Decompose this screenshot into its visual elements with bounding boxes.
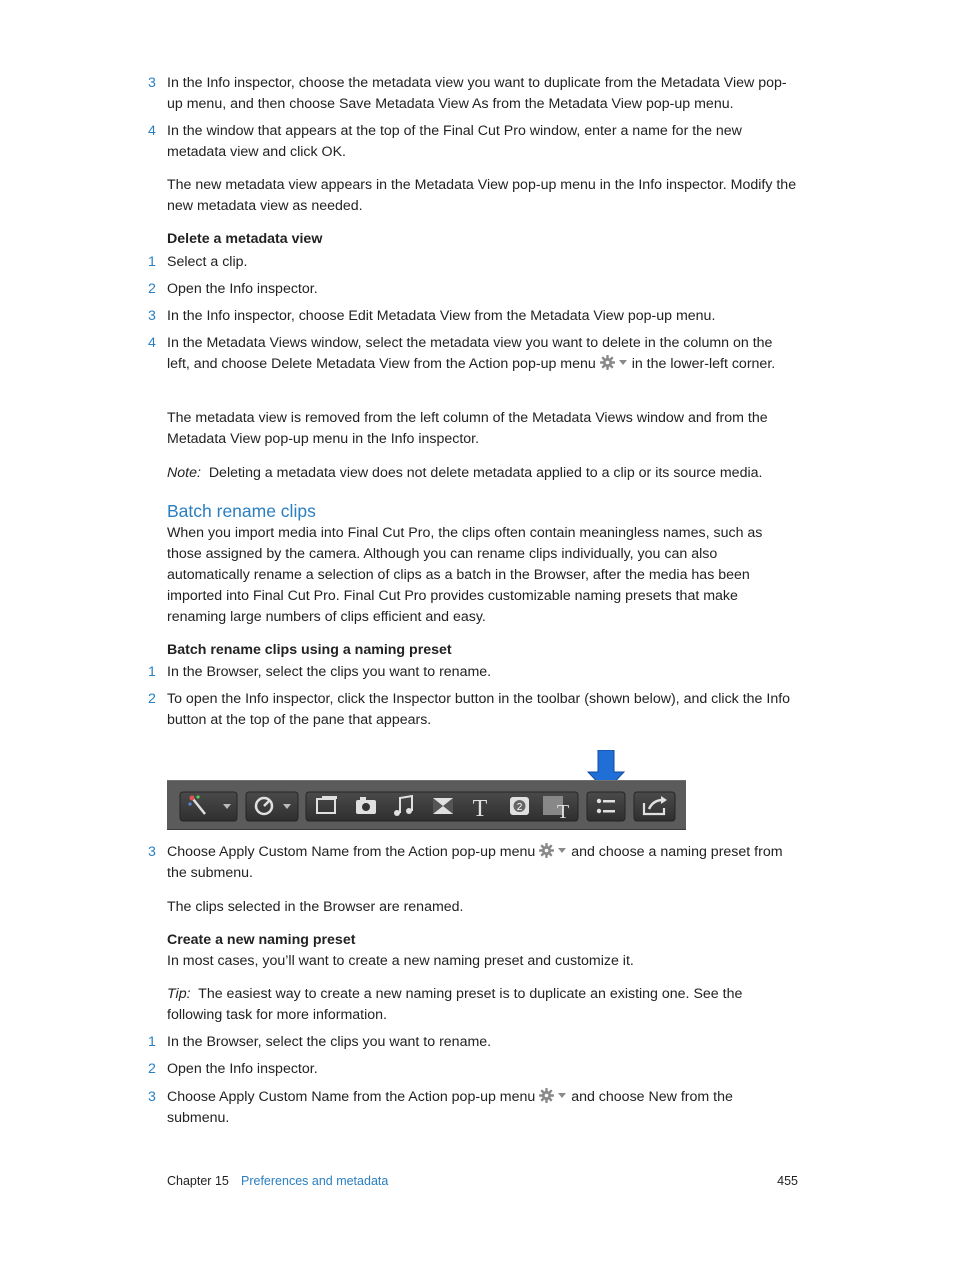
step-number: 3 [148,1089,156,1105]
step-text [167,842,797,884]
step-text [167,1087,742,1129]
result-paragraph: The metadata view is removed from the left column of the Metadata Views window and from the Metadata View pop-up menu in the Info inspector. [167,410,768,447]
step-text: In the Browser, select the clips you want to rename. [167,664,492,680]
step-number: 2 [148,281,156,297]
tip-text: The easiest way to create a new naming preset is to duplicate an existing one. See the following task for more information. [167,986,743,1023]
step-number: 4 [148,335,156,351]
tip-label: Tip: [167,986,191,1002]
svg-text:T: T [472,796,488,822]
step-text-b: and choose New from the submenu. [167,1089,733,1126]
step-number: 3 [148,844,156,860]
step-text-b: and choose a naming preset from the submenu. [167,844,783,881]
step-number: 4 [148,123,156,139]
step-text: Select a clip. [167,254,248,270]
step-text: In the Info inspector, choose Edit Metadata View from the Metadata View pop-up menu. [167,308,716,324]
action-gear-icon [539,1088,567,1103]
note-text: Deleting a metadata view does not delete metadata applied to a clip or its source media. [208,465,763,481]
action-gear-icon [600,355,628,370]
svg-text:T: T [556,801,570,823]
step-number: 3 [148,308,156,324]
step-number: 3 [148,75,156,91]
page-number: 455 [777,1174,798,1188]
note [167,463,797,484]
transitions-icon[interactable] [433,798,453,814]
step-number: 1 [148,254,156,270]
result-paragraph: The new metadata view appears in the Metadata View pop-up menu in the Info inspector. Modify the new metadata view as needed. [167,177,797,214]
generators-icon[interactable] [510,797,529,815]
tip [167,984,797,1026]
action-gear-icon [539,843,567,858]
step-text-a: Choose Apply Custom Name from the Action pop-up menu [167,1089,536,1105]
step-text-b: in the lower-left corner. [631,356,776,372]
step-text [167,333,797,375]
step-number: 2 [148,1061,156,1077]
enhancements-icon[interactable] [180,792,237,821]
task-title: Delete a metadata view [167,231,323,247]
intro-paragraph: In most cases, you’ll want to create a new naming preset and customize it. [167,953,634,969]
step-text: In the Browser, select the clips you want to rename. [167,1034,492,1050]
step-text: Open the Info inspector. [167,281,318,297]
step-text-a: In the Metadata Views window, select the metadata view you want to delete in the column on the left, and choose Delete Metadata View from the Action pop-up menu [167,335,773,372]
task-title: Batch rename clips using a naming preset [167,642,452,658]
step-text: To open the Info inspector, click the Inspector button in the toolbar (shown below), and click the Info button at the top of the pane that appears. [167,691,791,728]
result-paragraph: The clips selected in the Browser are renamed. [167,899,464,915]
titles-icon[interactable] [473,796,488,822]
step-number: 1 [148,664,156,680]
step-text: Open the Info inspector. [167,1061,318,1077]
step-text-a: Choose Apply Custom Name from the Action pop-up menu [167,844,536,860]
intro-paragraph: When you import media into Final Cut Pro, the clips often contain meaningless names, such as those assigned by the camera. Although you can rename clips individually, you can also automatically rename a selection of clips as a batch in the Browser, after the media has been imported into Final Cut Pro. Final Cut Pro provides customizable naming presets that make renaming large numbers of clips efficient and easy. [167,525,763,625]
inspector-icon[interactable] [587,792,625,821]
share-icon[interactable] [634,792,675,821]
step-text: In the Info inspector, choose the metadata view you want to duplicate from the Metadata View pop-up menu, and then choose Save Metadata View As from the Metadata View pop-up menu. [167,75,787,112]
section-heading: Batch rename clips [167,501,316,521]
step-number: 1 [148,1034,156,1050]
toolbar [167,780,686,830]
footer-section-link[interactable]: Preferences and metadata [241,1174,389,1188]
svg-text:2: 2 [516,802,523,813]
retime-icon[interactable] [246,792,298,821]
step-number: 2 [148,691,156,707]
note-label: Note: [167,465,201,481]
task-title: Create a new naming preset [167,932,356,948]
footer-chapter [167,1172,229,1190]
chapter-label: Chapter 15 [167,1174,229,1188]
step-text: In the window that appears at the top of the Final Cut Pro window, enter a name for the new metadata view and click OK. [167,123,742,160]
